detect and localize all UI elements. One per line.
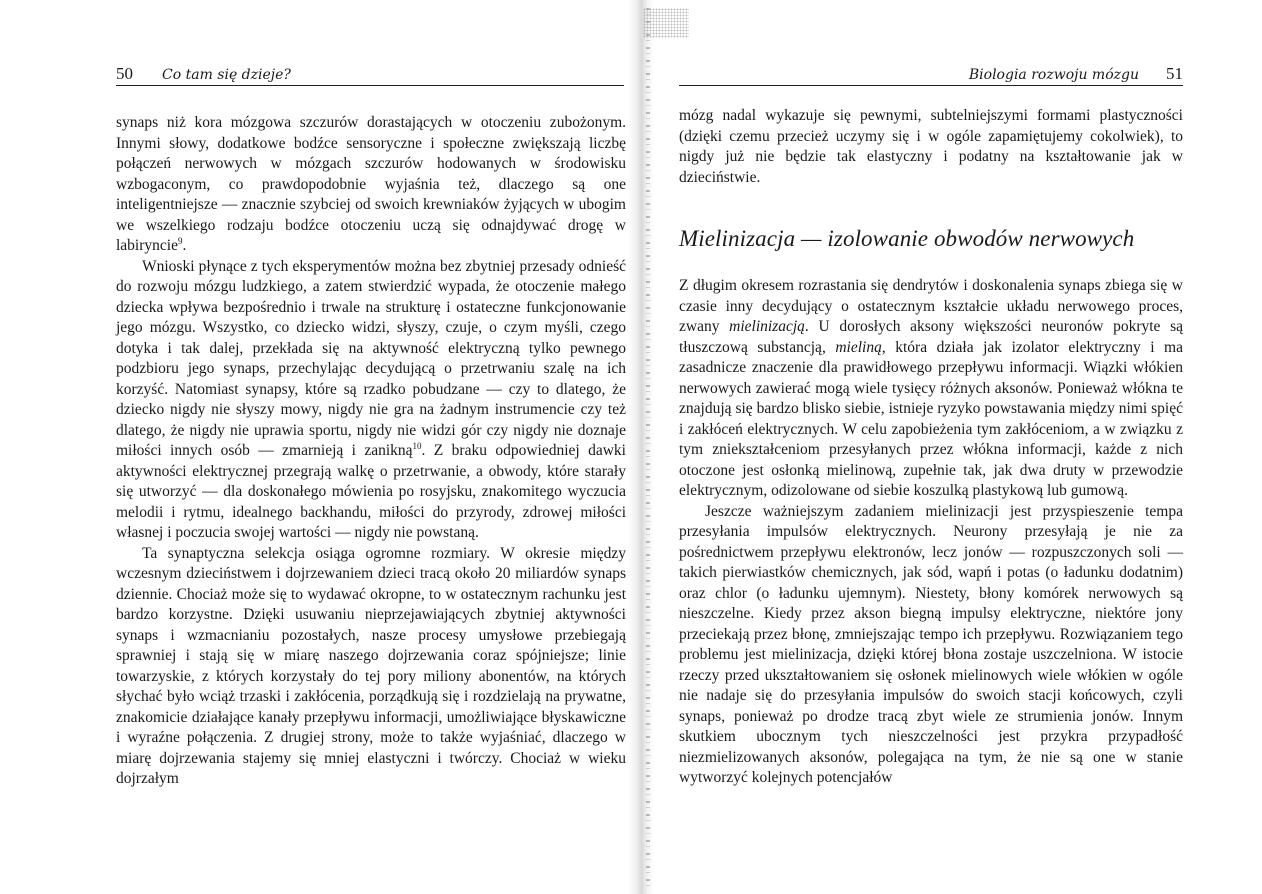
right-body-text bbox=[679, 276, 1183, 789]
paragraph bbox=[116, 113, 626, 257]
right-page-number: 51 bbox=[1166, 64, 1183, 83]
paragraph: mózg nadal wykazuje się pewnymi, subtelniejszymi formami plastyczności (dzięki czemu przecież uczymy się i w ogóle zapamiętujemy cokolwiek), to nigdy już nie będzie tak elastyczny i podatny na kształtowanie jak w dzieciństwie. bbox=[679, 107, 1183, 186]
right-running-head bbox=[679, 64, 1183, 86]
paragraph bbox=[679, 276, 1183, 502]
term-emphasis: mieliną bbox=[835, 338, 882, 356]
paragraph-text: Ta synaptyczna selekcja osiąga ogromne rozmiary. W okresie między wczesnym dzieciństwem i dojrzewaniem dzieci tracą około 20 miliardów synaps dziennie. Chociaż może się to wydawać okropne, to w ostatecznym rachunku jest bardzo korzystne. Dzięki usuwaniu nieprzejawiających zbytniej aktywności synaps i wzmacnianiu pozostałych, nasze procesy umysłowe przebiegają sprawniej i stają się w miarę naszego dojrzewania coraz spójniejsze; linie towarzyskie, z których korzystały do tej pory miliony abonentów, na których słychać było wciąż trzaski i zakłócenia, porządkują się i rozdzielają na prywatne, znakomicie działające kanały przepływu informacji, umożliwiające błyskawiczne i wyraźne połączenia. Z drugiej strony, może to także wyjaśniać, dlaczego w miarę dojrzewania stajemy się mniej elastyczni i twórczy. Chociaż w wieku dojrzałym bbox=[116, 544, 626, 787]
paragraph-text: , która działa jak izolator elektryczny i ma zasadnicze znaczenie dla prawidłowego przepływu informacji. Wiązki włókien nerwowych zawierać mogą wiele tysięcy różnych aksonów. Ponieważ włókna te znajdują się bardzo blisko siebie, istnieje ryzyko powstawania między nimi spięć i zakłóceń elektrycznych. W celu zapobieżenia tym zakłóceniom, a w związku z tym zniekształceniom przesyłanych przez włókna informacji, każde z nich otoczone jest osłonką mielinową, zupełnie tak, jak dwa druty w przewodzie elektrycznym, odizolowane od siebie koszulką plastykową lub gumową. bbox=[679, 338, 1183, 499]
paragraph bbox=[116, 257, 626, 544]
paragraph-text-tail: . bbox=[182, 237, 187, 254]
paragraph-text: . U dorosłych aksony większości neuronów pokryte są tłuszczową substancją, bbox=[679, 318, 1184, 356]
paragraph-text: synaps niż kora mózgowa szczurów dorastających w otoczeniu zubożonym. Innymi słowy, dodatkowe bodźce sensoryczne i społeczne zwiększają liczbę połączeń nerwowych w mózgach szczurów hodowanych w środowisku wzbogaconym, co prawdopodobnie wyjaśnia też, dlaczego są one inteligentniejsze — znacznie szybciej od swoich krewniaków żyjących w ubogim we wszelkiego rodzaju bodźce otoczeniu uczą się odnajdywać drogę w labiryncie bbox=[116, 114, 626, 254]
term-emphasis: mielinizacją bbox=[729, 318, 805, 335]
footnote-ref: 9 bbox=[177, 235, 183, 246]
paragraph-text: Z długim okresem rozrastania się dendrytów i doskonalenia synaps zbiega się w czasie inny decydujący o ostatecznym kształcie układu nerwowego proces, zwany bbox=[679, 277, 1183, 335]
paragraph-text: Wnioski płynące z tych eksperymentów można bez zbytniej przesady odnieść do rozwoju mózgu ludzkiego, a zatem stwierdzić wypada, że otoczenie małego dziecka wpływa bezpośrednio i trwale na strukturę i ostateczne funkcjonowanie jego mózgu. Wszystko, co dziecko widzi, słyszy, czuje, o czym myśli, czego dotyka i tak dalej, przekłada się na aktywność elektryczną tylko pewnego podzbioru jego synaps, przechylając decydującą o przetrwaniu szalę na ich korzyść. Natomiast synapsy, które są rzadko pobudzane — czy to dlatego, że dziecko nigdy nie słyszy mowy, nigdy nie gra na żadnym instrumencie czy też dlatego, że nigdy nie uprawia sportu, nigdy nie widzi gór czy nigdy nie doznaje miłości innych osób — zmarnieją i zanikną bbox=[116, 257, 626, 459]
left-running-head bbox=[116, 64, 624, 86]
paragraph: Jeszcze ważniejszym zadaniem mielinizacji jest przyspieszenie tempa przesyłania impulsów elektrycznych. Neurony przesyłają je nie za pośrednictwem przepływu elektronów, lecz jonów — rozpuszczonych soli — takich pierwiastków chemicznych, jak sód, wapń i potas (o ładunku dodatnim) oraz chlor (o ładunku ujemnym). Niestety, błony komórek nerwowych są nieszczelne. Kiedy przez akson biegną impulsy elektryczne, niektóre jony przeciekają przez błonę, zmniejszając tempo ich przepływu. Rozwiązaniem tego problemu jest mielinizacja, dzięki której błona zostaje uszczelniona. W istocie rzeczy przed ukształtowaniem się osłonek mielinowych wiele włókien w ogóle nie nadaje się do przesyłania impulsów do swoich stacji końcowych, czyli synaps, ponieważ po drodze tracą zbyt wiele ze strumienia jonów. Innym skutkiem ubocznym tych nieszczelności jest przykra przypadłość niezmielizowanych aksonów, polegająca na tym, że nie są one w stanie wytworzyć kolejnych potencjałów bbox=[679, 502, 1183, 786]
right-intro-text bbox=[679, 106, 1183, 188]
left-body-text bbox=[116, 113, 626, 790]
paragraph-text-tail: . Z braku odpowiedniej dawki aktywności elektrycznej przegrają walkę o przetrwanie, a obwody, które starały się utworzyć — dla doskonałego mówienia po rosyjsku, znakomitego wyczucia melodii i rytmu, idealnego backhandu, miłości do przyrody, zdrowej miłości własnej i poczucia swojej wartości — nigdy nie powstaną. bbox=[116, 442, 626, 541]
left-page-number: 50 bbox=[116, 64, 133, 83]
section-heading: Mielinizacja — izolowanie obwodów nerwowych bbox=[679, 226, 1135, 251]
footnote-ref: 10 bbox=[412, 440, 422, 451]
right-running-title: Biologia rozwoju mózgu bbox=[968, 67, 1139, 83]
left-running-title: Co tam się dzieje? bbox=[162, 67, 291, 83]
paragraph bbox=[116, 544, 626, 790]
